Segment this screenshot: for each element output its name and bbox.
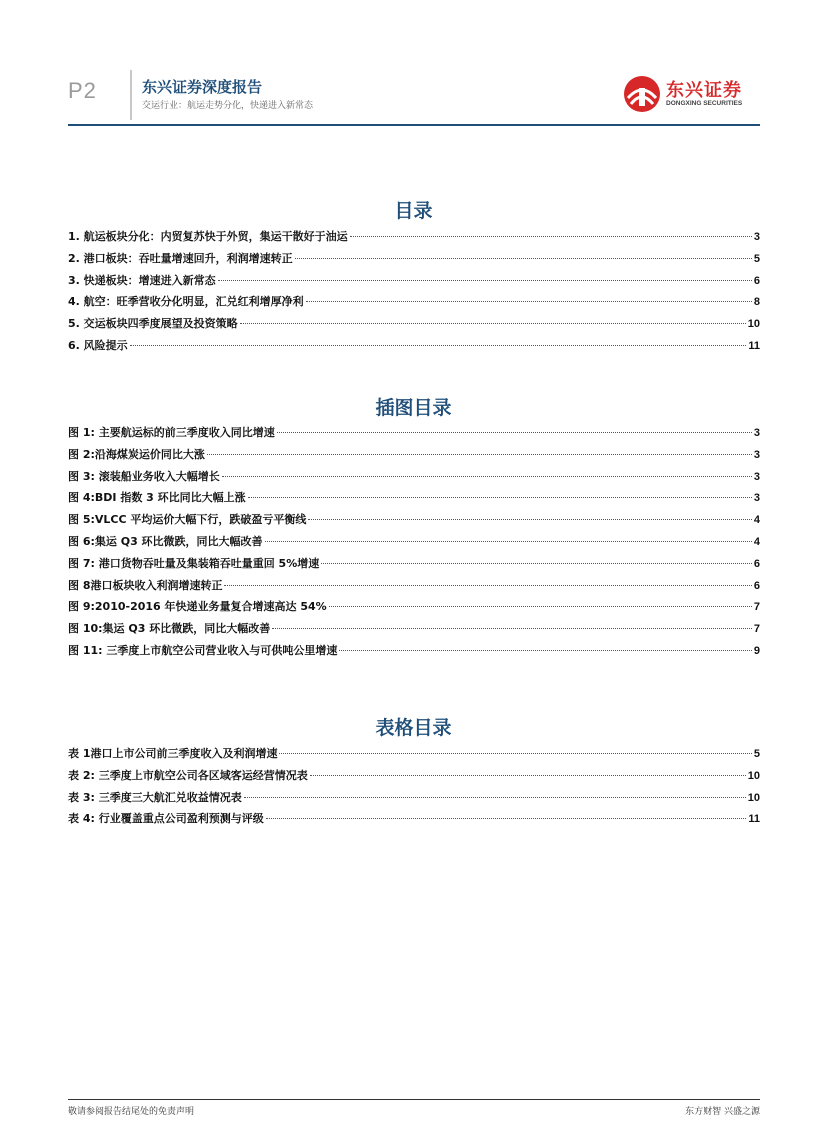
dot-leader xyxy=(310,775,746,776)
figure-entry-text: 图 10:集运 Q3 环比微跌，同比大幅改善 xyxy=(68,622,271,636)
table-entry-page: 10 xyxy=(747,769,760,782)
table-entry-text: 表 3: 三季度三大航汇兑收益情况表 xyxy=(68,790,242,804)
footer-slogan: 东方财智 兴盛之源 xyxy=(685,1107,760,1117)
dot-leader xyxy=(295,258,752,259)
dot-leader xyxy=(306,301,752,302)
figure-entry-page: 7 xyxy=(753,601,760,614)
dot-leader xyxy=(222,476,752,477)
dot-leader xyxy=(266,818,747,819)
toc-entry-page: 3 xyxy=(753,231,760,243)
figure-entry-text: 图 8港口板块收入利润增速转正 xyxy=(68,578,223,592)
figure-entry[interactable] xyxy=(68,577,760,599)
figure-entry-page: 6 xyxy=(753,557,760,570)
dot-leader xyxy=(279,753,751,754)
dot-leader xyxy=(265,541,752,542)
dot-leader xyxy=(240,323,746,324)
toc-entry[interactable] xyxy=(68,250,760,272)
toc-entry-page: 11 xyxy=(748,339,760,352)
report-subtitle: 交运行业：航运走势分化，快递进入新常态 xyxy=(142,101,314,111)
toc-list xyxy=(68,228,760,359)
figure-entry-text: 图 5:VLCC 平均运价大幅下行，跌破盈亏平衡线 xyxy=(68,513,307,527)
figure-entry-text: 图 4:BDI 指数 3 环比同比大幅上涨 xyxy=(68,491,246,505)
figure-entry-text: 图 1: 主要航运标的前三季度收入同比增速 xyxy=(68,426,275,439)
figure-entry[interactable] xyxy=(68,446,760,468)
header-divider xyxy=(130,70,132,120)
figure-entry[interactable] xyxy=(68,489,760,511)
table-entry-page: 10 xyxy=(747,791,760,804)
toc-entry[interactable] xyxy=(68,293,760,315)
dot-leader xyxy=(272,628,752,629)
toc-entry-text: 3. 快递板块：增速进入新常态 xyxy=(68,273,216,287)
table-entry[interactable] xyxy=(68,810,760,832)
figure-entry-text: 图 2:沿海煤炭运价同比大涨 xyxy=(68,447,205,461)
dot-leader xyxy=(244,797,746,798)
figure-entry[interactable] xyxy=(68,511,760,533)
figure-entry-page: 3 xyxy=(753,470,760,483)
page-number: P2 xyxy=(68,78,97,103)
dot-leader xyxy=(308,519,751,520)
dot-leader xyxy=(350,236,752,237)
report-title: 东兴证券深度报告 xyxy=(142,78,263,96)
toc-entry-text: 6. 风险提示 xyxy=(68,338,128,352)
dot-leader xyxy=(218,280,752,281)
toc-entry-page: 8 xyxy=(753,296,760,309)
toc-entry[interactable] xyxy=(68,272,760,294)
table-entry[interactable] xyxy=(68,745,760,767)
figures-list xyxy=(68,424,760,664)
footer-disclaimer: 敬请参阅报告结尾处的免责声明 xyxy=(68,1107,195,1117)
dot-leader xyxy=(130,345,747,346)
toc-entry[interactable] xyxy=(68,315,760,337)
dot-leader xyxy=(339,650,752,651)
toc-entry-text: 1. 航运板块分化：内贸复苏快于外贸，集运干散好于油运 xyxy=(68,230,348,243)
figure-entry-text: 图 9:2010-2016 年快递业务量复合增速高达 54% xyxy=(68,600,327,614)
dot-leader xyxy=(329,606,752,607)
figure-entry-page: 7 xyxy=(753,623,760,636)
table-entry[interactable] xyxy=(68,767,760,789)
page-header xyxy=(68,66,760,126)
dot-leader xyxy=(224,585,751,586)
figure-entry-page: 3 xyxy=(753,492,760,505)
table-entry-page: 5 xyxy=(753,748,760,760)
toc-title: 目录 xyxy=(394,200,433,222)
toc-entry-text: 5. 交运板块四季度展望及投资策略 xyxy=(68,317,238,331)
figure-entry-page: 3 xyxy=(753,448,760,461)
figure-entry-text: 图 11: 三季度上市航空公司营业收入与可供吨公里增速 xyxy=(68,643,338,657)
figure-entry-page: 3 xyxy=(753,427,760,439)
dot-leader xyxy=(277,432,752,433)
figure-entry-page: 4 xyxy=(753,514,760,527)
logo-chinese-name: 东兴证券 xyxy=(666,80,742,101)
toc-entry[interactable] xyxy=(68,228,760,250)
dot-leader xyxy=(321,563,752,564)
header-rule xyxy=(68,124,760,126)
table-entry-text: 表 2: 三季度上市航空公司各区域客运经营情况表 xyxy=(68,768,308,782)
toc-entry-page: 10 xyxy=(747,318,760,331)
toc-entry[interactable] xyxy=(68,337,760,359)
tables-title: 表格目录 xyxy=(375,717,452,739)
table-entry-text: 表 1港口上市公司前三季度收入及利润增速 xyxy=(68,747,278,760)
table-entry-page: 11 xyxy=(748,813,760,826)
company-logo xyxy=(622,74,752,118)
table-entry-text: 表 4: 行业覆盖重点公司盈利预测与评级 xyxy=(68,812,264,826)
figure-entry[interactable] xyxy=(68,533,760,555)
figure-entry-page: 4 xyxy=(753,535,760,548)
figure-entry-text: 图 7: 港口货物吞吐量及集装箱吞吐量重回 5%增速 xyxy=(68,556,320,570)
figure-entry-text: 图 3: 滚装船业务收入大幅增长 xyxy=(68,469,220,483)
toc-entry-text: 2. 港口板块：吞吐量增速回升，利润增速转正 xyxy=(68,251,293,265)
toc-entry-page: 5 xyxy=(753,252,760,265)
dot-leader xyxy=(248,497,752,498)
figure-entry[interactable] xyxy=(68,424,760,446)
dot-leader xyxy=(207,454,752,455)
figure-entry-page: 9 xyxy=(753,644,760,657)
table-entry[interactable] xyxy=(68,789,760,811)
logo-emblem-icon xyxy=(622,74,662,114)
tables-list xyxy=(68,745,760,832)
figure-entry[interactable] xyxy=(68,555,760,577)
toc-entry-text: 4. 航空：旺季营收分化明显，汇兑红利增厚净利 xyxy=(68,295,304,309)
figure-entry[interactable] xyxy=(68,468,760,490)
footer-rule xyxy=(68,1099,760,1100)
figure-entry-text: 图 6:集运 Q3 环比微跌，同比大幅改善 xyxy=(68,534,263,548)
figure-entry[interactable] xyxy=(68,620,760,642)
figure-entry-page: 6 xyxy=(753,579,760,592)
figure-entry[interactable] xyxy=(68,642,760,664)
logo-english-name: DONGXING SECURITIES xyxy=(666,100,743,107)
figure-entry[interactable] xyxy=(68,598,760,620)
figures-title: 插图目录 xyxy=(375,397,452,419)
toc-entry-page: 6 xyxy=(753,274,760,287)
